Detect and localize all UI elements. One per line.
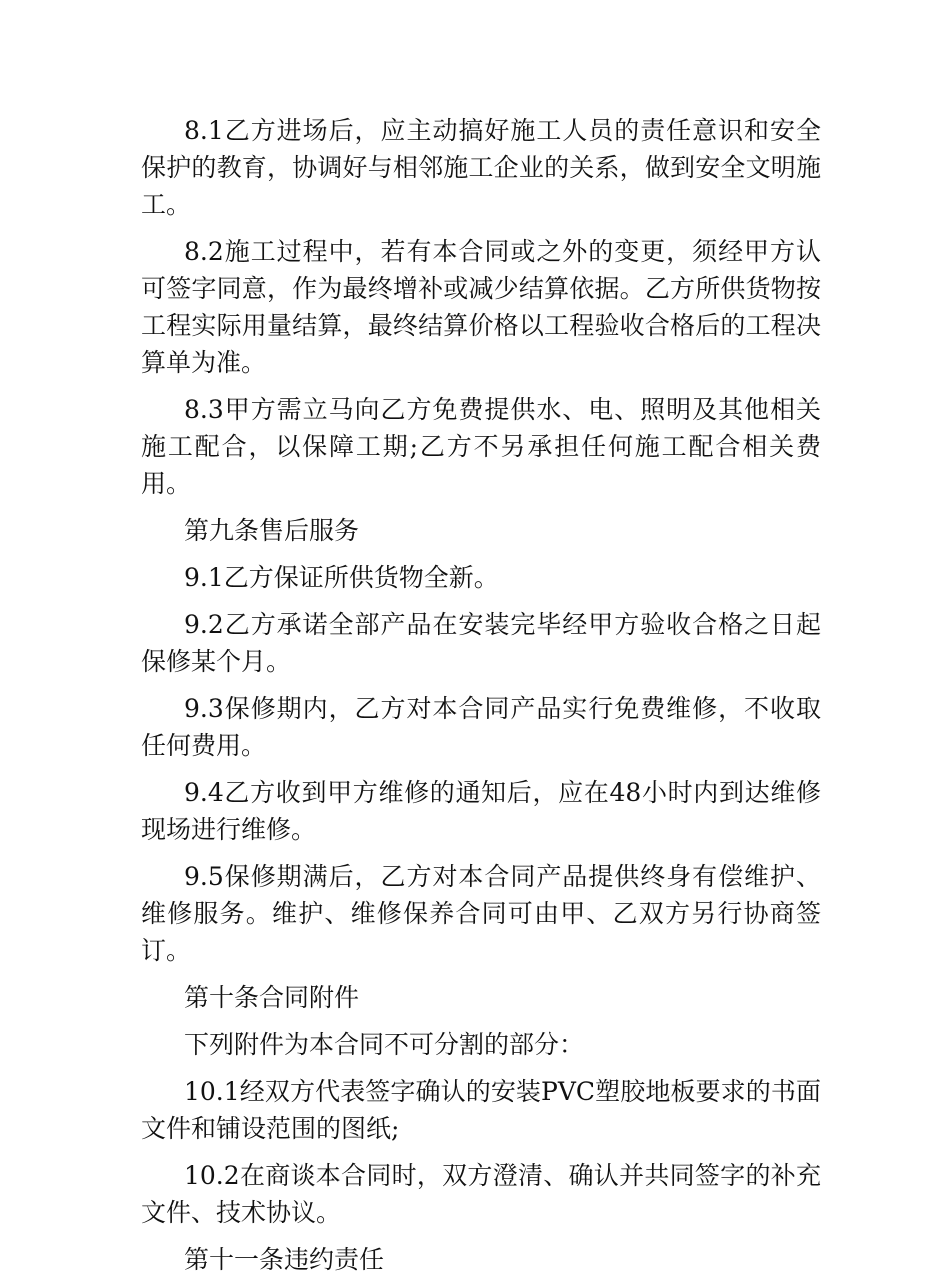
clause-8-3: 8.3甲方需立马向乙方免费提供水、电、照明及其他相关施工配合，以保障工期;乙方不另承担任何施工配合相关费用。 <box>141 395 821 498</box>
clause-9-5: 9.5保修期满后，乙方对本合同产品提供终身有偿维护、维修服务。维护、维修保养合同可由甲、乙双方另行协商签订。 <box>141 862 821 965</box>
section-heading-9: 第九条售后服务 <box>184 516 360 545</box>
section-heading-11: 第十一条违约责任 <box>184 1245 385 1274</box>
clause-9-3: 9.3保修期内，乙方对本合同产品实行免费维修，不收取任何费用。 <box>141 694 821 760</box>
attachments-intro: 下列附件为本合同不可分割的部分： <box>184 1030 585 1059</box>
clause-9-2: 9.2乙方承诺全部产品在安装完毕经甲方验收合格之日起保修某个月。 <box>141 610 821 676</box>
document-body <box>141 112 821 1288</box>
clause-9-1: 9.1乙方保证所供货物全新。 <box>184 563 499 592</box>
clause-10-2: 10.2在商谈本合同时，双方澄清、确认并共同签字的补充文件、技术协议。 <box>141 1161 821 1227</box>
clause-10-1: 10.1经双方代表签字确认的安装PVC塑胶地板要求的书面文件和铺设范围的图纸; <box>141 1077 821 1143</box>
clause-8-1: 8.1乙方进场后，应主动搞好施工人员的责任意识和安全保护的教育，协调好与相邻施工企业的关系，做到安全文明施工。 <box>141 116 821 219</box>
section-heading-10: 第十条合同附件 <box>184 983 360 1012</box>
clause-8-2: 8.2施工过程中，若有本合同或之外的变更，须经甲方认可签字同意，作为最终增补或减少结算依据。乙方所供货物按工程实际用量结算，最终结算价格以工程验收合格后的工程决算单为准。 <box>141 237 821 377</box>
clause-9-4: 9.4乙方收到甲方维修的通知后，应在48小时内到达维修现场进行维修。 <box>141 778 821 844</box>
